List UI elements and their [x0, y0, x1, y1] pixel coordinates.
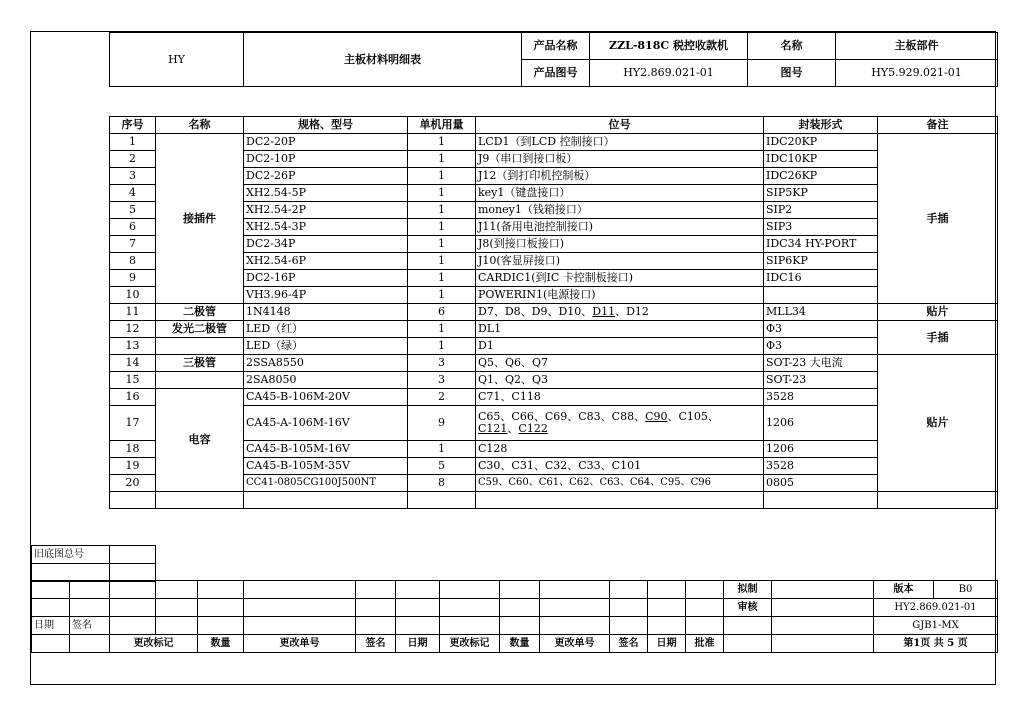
table-row [110, 219, 998, 236]
col-header: 位号 [476, 117, 764, 134]
footer-signature: 签名 [610, 635, 648, 653]
col-header: 单机用量 [408, 117, 476, 134]
empty-cell [772, 635, 874, 653]
name-value: 主板部件 [836, 33, 998, 60]
table-header-row [110, 117, 998, 134]
empty-cell [156, 581, 198, 599]
table-row [110, 236, 998, 253]
empty-cell [648, 581, 686, 599]
col-header: 规格、型号 [244, 117, 408, 134]
position-cell: LCD1（到LCD 控制接口） [476, 134, 764, 151]
package-cell: IDC10KP [764, 151, 878, 168]
footer-date: 日期 [396, 635, 440, 653]
row-number: 15 [110, 372, 156, 389]
row-number: 2 [110, 151, 156, 168]
empty-cell [156, 492, 244, 509]
qty-cell: 1 [408, 134, 476, 151]
package-cell: SIP2 [764, 202, 878, 219]
group-name: 电容 [156, 389, 244, 492]
position-cell: J12（到打印机控制板） [476, 168, 764, 185]
position-cell: money1（钱箱接口） [476, 202, 764, 219]
position-cell: J8(到接口板接口) [476, 236, 764, 253]
empty-cell [686, 599, 724, 617]
table-row [110, 338, 998, 355]
spec-cell: DC2-26P [244, 168, 408, 185]
empty-cell [500, 599, 540, 617]
footer-change-mark: 更改标记 [440, 635, 500, 653]
spec-cell: 1N4148 [244, 304, 408, 321]
position-cell: D1 [476, 338, 764, 355]
empty-cell [440, 617, 500, 635]
qty-cell: 1 [408, 338, 476, 355]
group-name: 接插件 [156, 134, 244, 304]
empty-cell [110, 581, 156, 599]
spec-cell: DC2-10P [244, 151, 408, 168]
position-text: 、D12 [615, 305, 649, 318]
empty-cell [32, 635, 70, 653]
position-underlined: C90 [645, 410, 668, 423]
package-cell: 1206 [764, 406, 878, 441]
position-text: D7、D8、D9、D10、 [478, 305, 593, 318]
empty-cell [396, 581, 440, 599]
table-row [110, 253, 998, 270]
position-cell: CARDIC1(到IC 卡控制板接口) [476, 270, 764, 287]
qty-cell: 1 [408, 236, 476, 253]
product-drawing-label: 产品图号 [522, 60, 590, 87]
empty-cell [686, 581, 724, 599]
empty-cell [772, 599, 874, 617]
draft-label: 拟制 [724, 581, 772, 599]
col-header: 名称 [156, 117, 244, 134]
footer-change-no: 更改单号 [244, 635, 356, 653]
empty-cell [772, 581, 874, 599]
empty-cell [648, 599, 686, 617]
table-row [110, 406, 998, 441]
page-info: 第1页 共 5 页 [874, 635, 998, 653]
position-cell: C30、C31、C32、C33、C101 [476, 458, 764, 475]
empty-cell [32, 599, 70, 617]
footer-change-mark: 更改标记 [110, 635, 198, 653]
empty-cell [610, 581, 648, 599]
qty-cell: 1 [408, 219, 476, 236]
package-cell: IDC34 HY-PORT [764, 236, 878, 253]
spec-cell: CA45-B-105M-35V [244, 458, 408, 475]
position-cell: C59、C60、C61、C62、C63、C64、C95、C96 [476, 475, 764, 492]
group-name-empty [156, 372, 244, 389]
qty-cell: 8 [408, 475, 476, 492]
spec-cell: CA45-B-106M-20V [244, 389, 408, 406]
qty-cell: 1 [408, 441, 476, 458]
document-number: HY2.869.021-01 [874, 599, 998, 617]
package-cell: SIP6KP [764, 253, 878, 270]
position-cell [476, 406, 764, 441]
empty-cell [356, 599, 396, 617]
empty-cell [32, 581, 70, 599]
table-row [110, 202, 998, 219]
product-name-label: 产品名称 [522, 33, 590, 60]
package-cell: 1206 [764, 441, 878, 458]
table-row [110, 458, 998, 475]
row-number: 1 [110, 134, 156, 151]
package-cell: SIP3 [764, 219, 878, 236]
empty-cell [396, 599, 440, 617]
sign-label: 签名 [70, 617, 110, 635]
position-cell [476, 304, 764, 321]
qty-cell: 1 [408, 168, 476, 185]
product-drawing-number: HY2.869.021-01 [590, 60, 748, 87]
version-label: 版本 [874, 581, 934, 599]
empty-cell [244, 492, 408, 509]
company-name: HY [110, 33, 244, 87]
qty-cell: 2 [408, 389, 476, 406]
position-cell: POWERIN1(电源接口) [476, 287, 764, 304]
empty-cell [198, 581, 244, 599]
position-cell: J11(备用电池控制接口) [476, 219, 764, 236]
package-cell: 3528 [764, 458, 878, 475]
qty-cell: 1 [408, 202, 476, 219]
empty-cell [408, 492, 476, 509]
package-cell: SOT-23 大电流 [764, 355, 878, 372]
position-underlined: C121 [478, 422, 508, 435]
name-label: 名称 [748, 33, 836, 60]
note-cell: 贴片 [878, 355, 998, 492]
row-number: 8 [110, 253, 156, 270]
position-underlined: C122 [518, 422, 548, 435]
row-number: 11 [110, 304, 156, 321]
empty-cell [156, 599, 198, 617]
qty-cell: 1 [408, 287, 476, 304]
note-cell: 手插 [878, 134, 998, 304]
footer-quantity: 数量 [500, 635, 540, 653]
table-row [110, 270, 998, 287]
qty-cell: 1 [408, 185, 476, 202]
qty-cell: 1 [408, 270, 476, 287]
document-code: GJB1-MX [874, 617, 998, 635]
group-name: 二极管 [156, 304, 244, 321]
table-row [110, 441, 998, 458]
package-cell [764, 287, 878, 304]
position-cell: DL1 [476, 321, 764, 338]
position-cell: J10(客显屏接口) [476, 253, 764, 270]
qty-cell: 3 [408, 372, 476, 389]
title-block [109, 32, 998, 87]
spec-cell: VH3.96-4P [244, 287, 408, 304]
spec-cell: XH2.54-6P [244, 253, 408, 270]
table-row [110, 304, 998, 321]
package-cell: IDC20KP [764, 134, 878, 151]
empty-cell [648, 617, 686, 635]
table-row [110, 151, 998, 168]
empty-cell [356, 581, 396, 599]
empty-cell [540, 617, 610, 635]
row-number: 14 [110, 355, 156, 372]
position-cell: C71、C118 [476, 389, 764, 406]
spec-cell: CC41-0805CG100J500NT [244, 475, 408, 492]
spec-cell: DC2-20P [244, 134, 408, 151]
empty-cell [70, 599, 110, 617]
empty-cell [244, 599, 356, 617]
package-cell: Φ3 [764, 338, 878, 355]
note-cell: 贴片 [878, 304, 998, 321]
footer-date: 日期 [648, 635, 686, 653]
package-cell: SIP5KP [764, 185, 878, 202]
empty-cell [70, 581, 110, 599]
empty-cell [540, 581, 610, 599]
package-cell: MLL34 [764, 304, 878, 321]
spec-cell: XH2.54-5P [244, 185, 408, 202]
qty-cell: 5 [408, 458, 476, 475]
table-row [110, 321, 998, 338]
empty-cell [610, 599, 648, 617]
group-name: 三极管 [156, 355, 244, 372]
row-number: 9 [110, 270, 156, 287]
table-row [110, 287, 998, 304]
empty-cell [878, 492, 998, 509]
empty-cell [440, 599, 500, 617]
spec-cell: LED（绿） [244, 338, 408, 355]
empty-cell [396, 617, 440, 635]
old-drawing-label: 旧底图总号 [32, 546, 110, 564]
spec-cell: XH2.54-2P [244, 202, 408, 219]
spec-cell: LED（红） [244, 321, 408, 338]
footer-approve: 批准 [686, 635, 724, 653]
col-header: 序号 [110, 117, 156, 134]
empty-cell [244, 581, 356, 599]
spec-cell: DC2-34P [244, 236, 408, 253]
qty-cell: 1 [408, 321, 476, 338]
empty-cell [476, 492, 764, 509]
spec-cell: CA45-B-105M-16V [244, 441, 408, 458]
package-cell: 3528 [764, 389, 878, 406]
table-row [110, 168, 998, 185]
qty-cell: 6 [408, 304, 476, 321]
footer-signature: 签名 [356, 635, 396, 653]
empty-cell [110, 599, 156, 617]
qty-cell: 1 [408, 253, 476, 270]
row-number: 18 [110, 441, 156, 458]
package-cell: 0805 [764, 475, 878, 492]
spec-cell: 2SA8050 [244, 372, 408, 389]
spec-cell: DC2-16P [244, 270, 408, 287]
table-row-empty [110, 492, 998, 509]
product-name: ZZL-818C 税控收款机 [590, 33, 748, 60]
spec-cell: XH2.54-3P [244, 219, 408, 236]
package-cell: IDC16 [764, 270, 878, 287]
position-text: C65、C66、C69、C83、C88、 [478, 410, 646, 423]
empty-cell [356, 617, 396, 635]
package-cell: IDC26KP [764, 168, 878, 185]
empty-cell [540, 599, 610, 617]
position-cell: J9（串口到接口板） [476, 151, 764, 168]
row-number: 20 [110, 475, 156, 492]
version-value: B0 [934, 581, 998, 599]
spec-cell: 2SSA8550 [244, 355, 408, 372]
footer-quantity: 数量 [198, 635, 244, 653]
empty-cell [156, 617, 198, 635]
table-row [110, 134, 998, 151]
empty-cell [32, 564, 110, 582]
empty-cell [110, 617, 156, 635]
spec-cell: CA45-A-106M-16V [244, 406, 408, 441]
empty-cell [198, 617, 244, 635]
drawing-label: 图号 [748, 60, 836, 87]
row-number: 10 [110, 287, 156, 304]
table-row [110, 475, 998, 492]
row-number: 12 [110, 321, 156, 338]
row-number: 17 [110, 406, 156, 441]
drawing-number: HY5.929.021-01 [836, 60, 998, 87]
document-title: 主板材料明细表 [244, 33, 522, 87]
side-labels [31, 545, 156, 582]
qty-cell: 1 [408, 151, 476, 168]
table-row [110, 185, 998, 202]
col-header: 封装形式 [764, 117, 878, 134]
position-underlined: D11 [592, 305, 616, 318]
footer-change-no: 更改单号 [540, 635, 610, 653]
empty-cell [764, 492, 878, 509]
position-text: 、 [507, 422, 519, 435]
package-cell: SOT-23 [764, 372, 878, 389]
row-number: 19 [110, 458, 156, 475]
empty-cell [198, 599, 244, 617]
empty-cell [724, 635, 772, 653]
row-number: 6 [110, 219, 156, 236]
row-number: 13 [110, 338, 156, 355]
qty-cell: 9 [408, 406, 476, 441]
empty-cell [110, 492, 156, 509]
position-text: 、C105、 [667, 410, 719, 423]
position-cell: key1（键盘接口） [476, 185, 764, 202]
empty-cell [110, 564, 156, 582]
position-cell: Q1、Q2、Q3 [476, 372, 764, 389]
empty-cell [610, 617, 648, 635]
row-number: 7 [110, 236, 156, 253]
empty-cell [500, 617, 540, 635]
bom-sheet [30, 31, 996, 685]
bom-table [109, 116, 998, 509]
empty-cell [686, 617, 724, 635]
date-label: 日期 [32, 617, 70, 635]
group-name: 发光二极管 [156, 321, 244, 338]
empty-cell [500, 581, 540, 599]
row-number: 16 [110, 389, 156, 406]
empty-cell [70, 635, 110, 653]
empty-cell [440, 581, 500, 599]
package-cell: Φ3 [764, 321, 878, 338]
empty-cell [772, 617, 874, 635]
row-number: 5 [110, 202, 156, 219]
group-name-empty [156, 338, 244, 355]
col-header: 备注 [878, 117, 998, 134]
empty-cell [244, 617, 356, 635]
row-number: 4 [110, 185, 156, 202]
position-cell: C128 [476, 441, 764, 458]
change-record-block [31, 580, 998, 653]
empty-cell [724, 617, 772, 635]
table-row [110, 372, 998, 389]
qty-cell: 3 [408, 355, 476, 372]
position-cell: Q5、Q6、Q7 [476, 355, 764, 372]
row-number: 3 [110, 168, 156, 185]
review-label: 审核 [724, 599, 772, 617]
table-row [110, 355, 998, 372]
note-cell: 手插 [878, 321, 998, 355]
old-drawing-value [110, 546, 156, 564]
table-row [110, 389, 998, 406]
